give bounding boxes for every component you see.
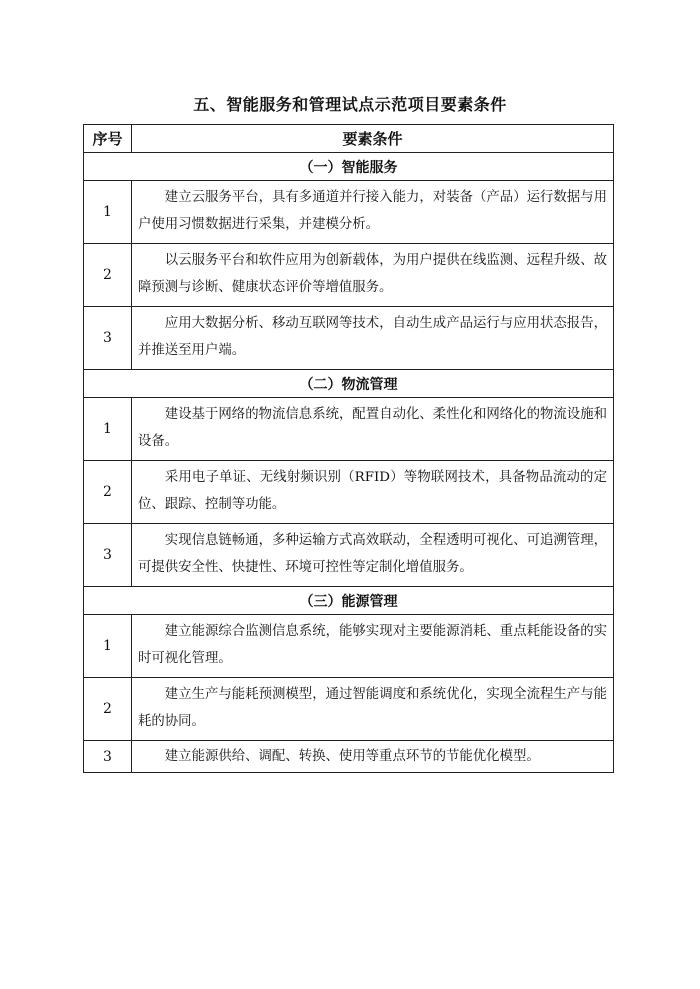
row-text: 建立能源综合监测信息系统，能够实现对主要能源消耗、重点耗能设备的实时可视化管理。 <box>132 615 614 678</box>
header-conditions: 要素条件 <box>132 125 614 153</box>
row-text: 以云服务平台和软件应用为创新载体，为用户提供在线监测、远程升级、故障预测与诊断、健康状态评价等增值服务。 <box>132 244 614 307</box>
section-heading: （三）能源管理 <box>84 587 614 615</box>
row-text: 实现信息链畅通，多种运输方式高效联动，全程透明可视化、可追溯管理，可提供安全性、快捷性、环境可控性等定制化增值服务。 <box>132 524 614 587</box>
table-row <box>84 741 614 773</box>
requirements-table <box>83 124 614 773</box>
table-row <box>84 307 614 370</box>
table-row <box>84 244 614 307</box>
table-row <box>84 181 614 244</box>
table-row <box>84 461 614 524</box>
row-index: 2 <box>84 461 132 524</box>
row-index: 3 <box>84 741 132 773</box>
document-title: 五、智能服务和管理试点示范项目要素条件 <box>193 95 507 114</box>
row-index: 1 <box>84 615 132 678</box>
header-index: 序号 <box>84 125 132 153</box>
row-index: 3 <box>84 307 132 370</box>
table-row <box>84 615 614 678</box>
row-index: 1 <box>84 181 132 244</box>
row-text: 建立云服务平台，具有多通道并行接入能力，对装备（产品）运行数据与用户使用习惯数据进行采集，并建模分析。 <box>132 181 614 244</box>
table-header-row <box>84 125 614 153</box>
section-heading: （一）智能服务 <box>84 153 614 181</box>
section-heading: （二）物流管理 <box>84 370 614 398</box>
row-text: 应用大数据分析、移动互联网等技术，自动生成产品运行与应用状态报告，并推送至用户端。 <box>132 307 614 370</box>
section-heading-row <box>84 370 614 398</box>
row-text: 采用电子单证、无线射频识别（RFID）等物联网技术，具备物品流动的定位、跟踪、控制等功能。 <box>132 461 614 524</box>
row-text: 建立生产与能耗预测模型，通过智能调度和系统优化，实现全流程生产与能耗的协同。 <box>132 678 614 741</box>
section-heading-row <box>84 153 614 181</box>
row-index: 2 <box>84 678 132 741</box>
table-row <box>84 524 614 587</box>
row-text: 建立能源供给、调配、转换、使用等重点环节的节能优化模型。 <box>132 741 614 773</box>
table-row <box>84 398 614 461</box>
row-index: 2 <box>84 244 132 307</box>
row-text: 建设基于网络的物流信息系统，配置自动化、柔性化和网络化的物流设施和设备。 <box>132 398 614 461</box>
row-index: 1 <box>84 398 132 461</box>
section-heading-row <box>84 587 614 615</box>
row-index: 3 <box>84 524 132 587</box>
table-row <box>84 678 614 741</box>
